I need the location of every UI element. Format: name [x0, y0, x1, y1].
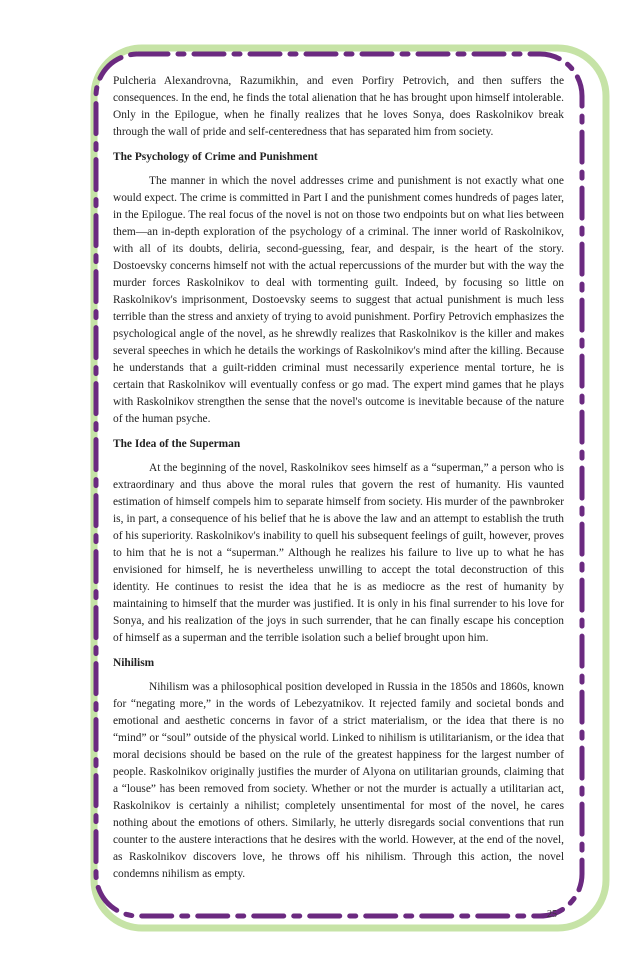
heading-nihilism: Nihilism — [113, 657, 155, 669]
heading-superman: The Idea of the Superman — [113, 438, 241, 450]
paragraph-intro: Pulcheria Alexandrovna, Razumikhin, and even Porfiry Petrovich, and then suffers the consequences. In the end, he finds the total alienation that he has brought upon himself intolerable. Only in the Epilogue, when he finally realizes that he loves Sonya, does Raskolnikov break through the wall of pride and self-centeredness that has separated him from society. — [113, 75, 564, 138]
paragraph-psychology: The manner in which the novel addresses crime and punishment is not exactly what one would expect. The crime is committed in Part I and the punishment comes hundreds of pages later, in the Epilogue. The real focus of the novel is not on those two endpoints but on what lies between them—an in-depth exploration of the psychology of a criminal. The inner world of Raskolnikov, with all of its doubts, deliria, second-guessing, fear, and despair, is the heart of the story. Dostoevsky concerns himself not with the actual repercussions of the murder but with the way the murder forces Raskolnikov to deal with tormenting guilt. Indeed, by focusing so little on Raskolnikov's imprisonment, Dostoevsky seems to suggest that actual punishment is much less terrible than the stress and anxiety of trying to avoid punishment. Porfiry Petrovich emphasizes the psychological angle of the novel, as he shrewdly realizes that Raskolnikov is the killer and makes several speeches in which he details the workings of Raskolnikov's mind after the killing. Because he understands that a guilt-ridden criminal must necessarily experience mental torture, he is certain that Raskolnikov will eventually confess or go mad. The expert mind games that he plays with Raskolnikov strengthen the sense that the novel's outcome is inevitable because of the nature of the human psyche. — [113, 175, 564, 425]
document-body — [113, 73, 564, 891]
heading-psychology-of-crime: The Psychology of Crime and Punishment — [113, 151, 318, 163]
page-number: 25 — [547, 909, 557, 920]
paragraph-superman: At the beginning of the novel, Raskolnikov sees himself as a “superman,” a person who is extraordinary and thus above the moral rules that govern the rest of humanity. His vaunted estimation of himself compels him to separate himself from society. His murder of the pawnbroker is, in part, a consequence of his belief that he is above the law and an attempt to establish the truth of his superiority. Raskolnikov's inability to quell his subsequent feelings of guilt, however, proves to him that he is not a “superman.” Although he realizes his failure to live up to what he has envisioned for himself, he is nevertheless unwilling to accept the total deconstruction of this identity. He continues to resist the idea that he is as mediocre as the rest of humanity by maintaining to himself that the murder was justified. It is only in his final surrender to his love for Sonya, and his realization of the joys in such surrender, that he can finally escape his conception of himself as a superman and the terrible isolation such a belief brought upon him. — [113, 462, 564, 644]
paragraph-nihilism: Nihilism was a philosophical position developed in Russia in the 1850s and 1860s, known for “negating more,” in the words of Lebezyatnikov. It rejected family and societal bonds and emotional and aesthetic concerns in favor of a strict materialism, or the idea that there is no “mind” or “soul” outside of the physical world. Linked to nihilism is utilitarianism, or the idea that moral decisions should be based on the rule of the greatest happiness for the largest number of people. Raskolnikov originally justifies the murder of Alyona on utilitarian grounds, claiming that a “louse” has been removed from society. Whether or not the murder is actually a utilitarian act, Raskolnikov is certainly a nihilist; completely unsentimental for most of the novel, he cares nothing about the emotions of others. Similarly, he utterly disregards social conventions that run counter to the austere interactions that he desires with the world. However, at the end of the novel, as Raskolnikov discovers love, he throws off his nihilism. Through this action, the novel condemns nihilism as empty. — [113, 681, 564, 880]
